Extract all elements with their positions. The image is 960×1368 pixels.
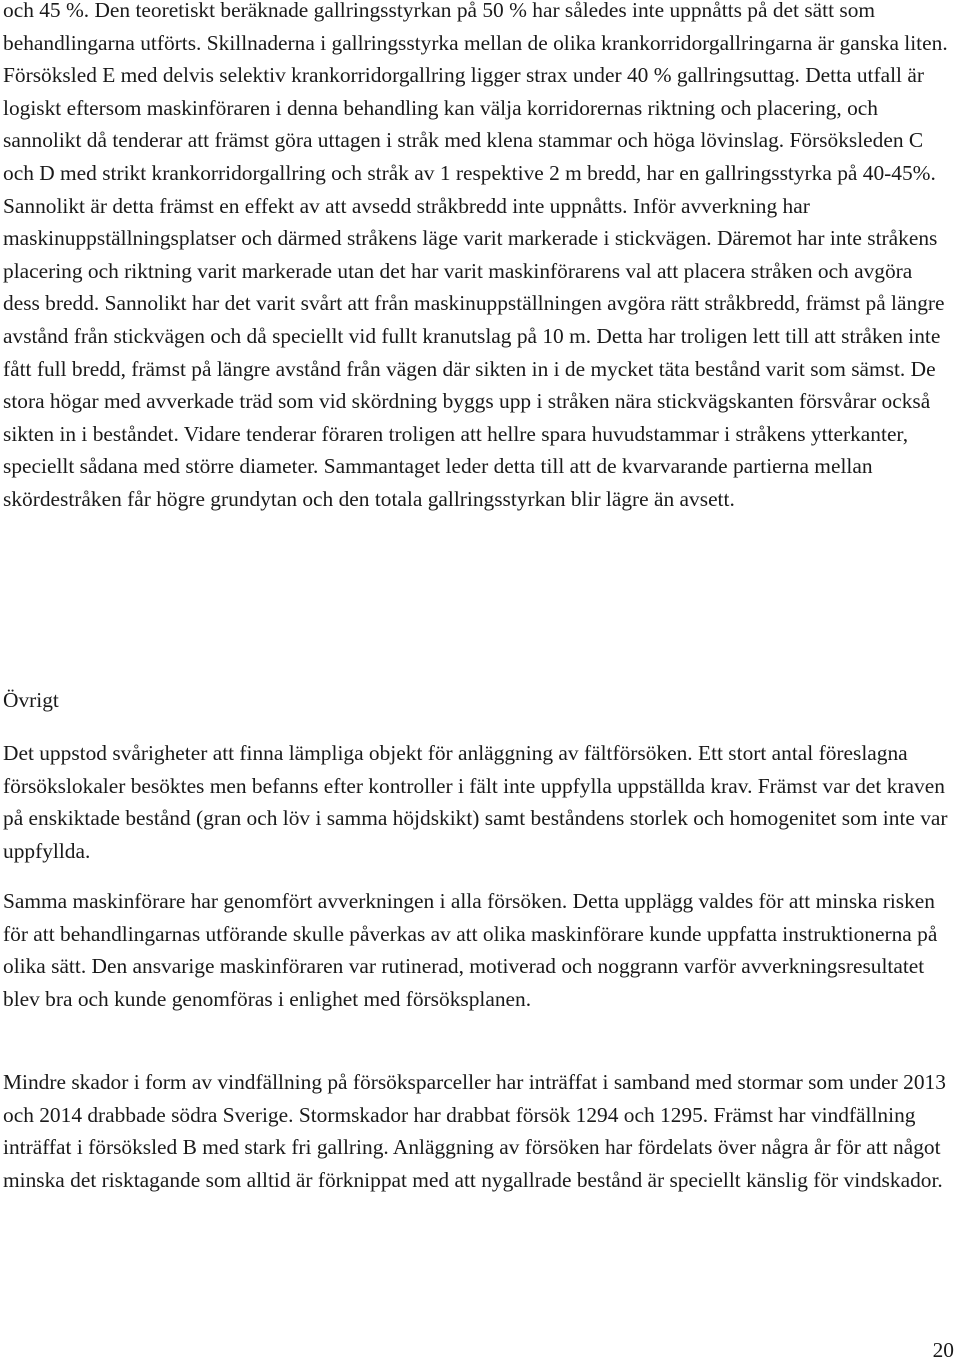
page-number: 20 — [932, 1338, 954, 1362]
body-paragraph-continuation: och 45 %. Den teoretiskt beräknade gallringsstyrkan på 50 % har således inte uppnåtts på det sätt som behandlingarna utförts. Skillnaderna i gallringsstyrka mellan de olika krankorridorgallringarna är ganska liten. Försöksled E med delvis selektiv krankorridorgallring ligger strax under 40 % gallringsuttag. Detta utfall är logiskt eftersom maskinföraren i denna behandling kan välja korridorernas riktning och placering, och sannolikt då tenderar att främst göra uttagen i stråk med klena stammar och höga lövinslag. Försöksleden C och D med strikt krankorridorgallring och stråk av 1 respektive 2 m bredd, har en gallringsstyrka på 40-45%. Sannolikt är detta främst en effekt av att avsedd stråkbredd inte uppnåtts. Inför avverkning har maskinuppställningsplatser och därmed stråkens läge varit markerade i stickvägen. Däremot har inte stråkens placering och riktning varit markerade utan det har varit maskinförarens val att placera stråken och avgöra dess bredd. Sannolikt har det varit svårt att från maskinuppställningen avgöra rätt stråkbredd, främst på längre avstånd från stickvägen och då speciellt vid fullt kranutslag på 10 m. Detta har troligen lett till att stråken inte fått full bredd, främst på längre avstånd från vägen där sikten in i de mycket täta bestånd varit som sämst. De stora högar med avverkade träd som vid skördning byggs upp i stråken nära stickvägskanten försvårar också sikten in i beståndet. Vidare tenderar föraren troligen att hellre spara huvudstammar i stråkens ytterkanter, speciellt sådana med större diameter. Sammantaget leder detta till att de kvarvarande partierna mellan skördestråken får högre grundytan och den totala gallringsstyrkan blir lägre än avsett. — [3, 0, 948, 511]
body-paragraph-storm-damage: Mindre skador i form av vindfällning på försöksparceller har inträffat i samband med stormar som under 2013 och 2014 drabbade södra Sverige. Stormskador har drabbat försök 1294 och 1295. Främst har vindfällning inträffat i försöksled B med stark fri gallring. Anläggning av försöken har fördelats över några år för att något minska det risktagande som alltid är förknippat med att nygallrade bestånd är speciellt känslig för vindskador. — [3, 1070, 946, 1192]
body-paragraph-field-trials: Det uppstod svårigheter att finna lämpliga objekt för anläggning av fältförsöken. Ett stort antal föreslagna försökslokaler besöktes men befanns efter kontroller i fält inte uppfylla uppställda krav. Främst var det kraven på enskiktade bestånd (gran och löv i samma höjdskikt) samt beståndens storlek och homogenitet som inte var uppfyllda. — [3, 741, 948, 863]
section-heading-ovrigt: Övrigt — [3, 688, 59, 712]
body-paragraph-machine-operator: Samma maskinförare har genomfört avverkningen i alla försöken. Detta upplägg valdes för att minska risken för att behandlingarnas utförande skulle påverkas av att olika maskinförare kunde uppfatta instruktionerna på olika sätt. Den ansvarige maskinföraren var rutinerad, motiverad och noggrann varför avverkningsresultatet blev bra och kunde genomföras i enlighet med försöksplanen. — [3, 889, 938, 1011]
